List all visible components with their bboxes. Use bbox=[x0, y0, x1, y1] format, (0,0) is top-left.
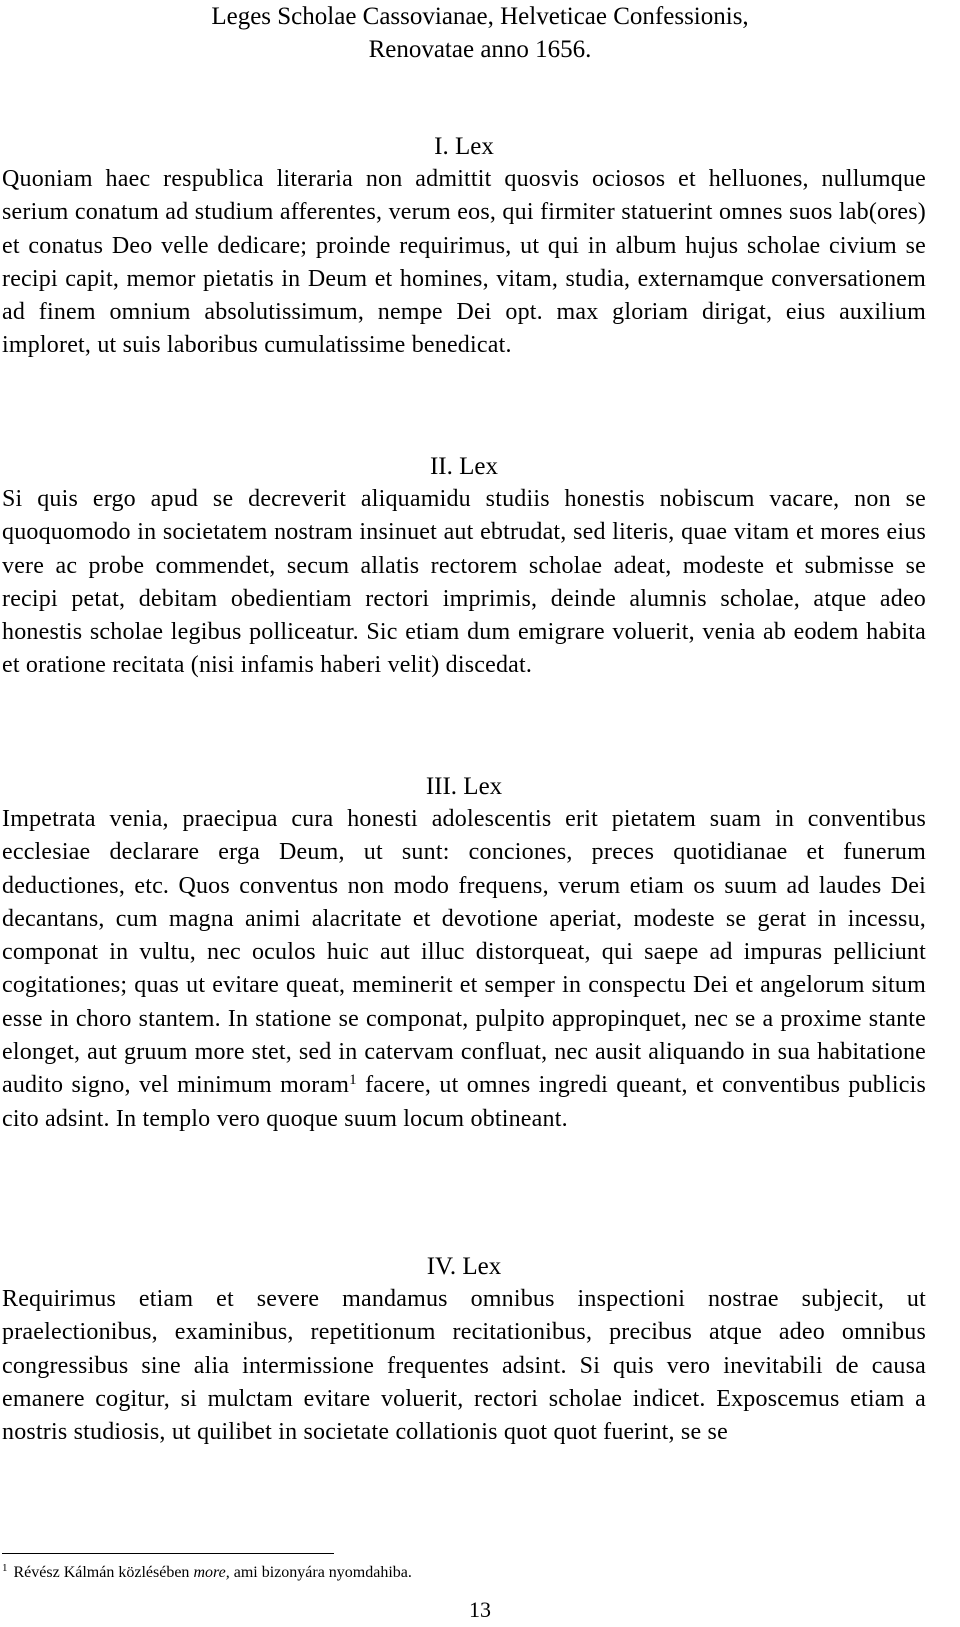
section-lex-1 bbox=[2, 130, 926, 363]
footnote-divider bbox=[2, 1553, 334, 1554]
section-heading: III. Lex bbox=[425, 773, 503, 800]
title-line-1: Leges Scholae Cassovianae, Helveticae Confessionis, bbox=[211, 3, 749, 30]
footnote-text: Révész Kálmán közlésében bbox=[13, 1564, 194, 1581]
section-text: Quoniam haec respublica literaria non admittit quosvis ociosos et helluones, nullumque serium conatum ad studium afferentes, verum eos, qui firmiter statuerint omnes suos lab(ores) et conatus Deo velle dedicare; proinde requirimus, ut qui in album hujus scholae civium se recipi capit, memor pietatis in Deum et homines, vitam, studia, externamque conversationem ad finem omnium absolutissimum, nempe Dei opt. max gloriam dirigat, eius auxilium imploret, ut suis laboribus cumulatissime benedicat. bbox=[2, 166, 926, 359]
section-lex-2 bbox=[2, 450, 926, 683]
section-heading: II. Lex bbox=[429, 453, 499, 480]
section-text: Requirimus etiam et severe mandamus omnibus inspectioni nostrae subjecit, ut praelectionibus, examinibus, repetitionum recitationibus, precibus atque adeo omnibus congressibus sine alia intermissione frequentes adsint. Si quis vero inevitabili de causa emanere cogitur, si mulctam evitare voluerit, rectori scholae indicet. Exposcemus etiam a nostris studiosis, ut quilibet in societate collationis quot quot fuerint, se se bbox=[2, 1286, 926, 1446]
section-text bbox=[2, 803, 926, 1136]
section-lex-4 bbox=[2, 1250, 926, 1449]
footnote bbox=[2, 1563, 412, 1584]
section-text-part: facere, ut omnes ingredi queant, et conventibus publicis cito adsint. In templo vero quoque suum locum obtineant. bbox=[2, 1072, 926, 1132]
footnote-reference: 1 bbox=[349, 1072, 357, 1089]
section-heading: I. Lex bbox=[434, 133, 494, 160]
page-number: 13 bbox=[469, 1597, 491, 1622]
section-text-part: Impetrata venia, praecipua cura honesti adolescentis erit pietatem suam in conventibus ecclesiae declarare erga Deum, ut sunt: conciones, preces quotidianae et funerum deductiones, etc. Quos conventus non modo frequens, verum etiam os suum ad laudes Dei decantans, cum magna animi alacritate et devotione aperiat, modeste se gerat in incessu, componat in vultu, nec oculos huic aut illuc distorqueat, qui saepe ad impuras pelliciunt cogitationes; quas ut evitare queat, meminerit et semper in conspectu Dei et angelorum situm esse in choro stantem. In statione se componat, pulpito appropinquet, nec se a proxime stante elonget, aut gruum more stet, sed in catervam confluat, nec ausit aliquando in sua habitatione audito signo, vel minimum moram bbox=[2, 806, 926, 1099]
title-line-2: Renovatae anno 1656. bbox=[368, 36, 592, 63]
footnote-mark: 1 bbox=[2, 1562, 8, 1574]
footnote-text: ami bizonyára nyomdahiba. bbox=[229, 1564, 412, 1581]
section-heading: IV. Lex bbox=[426, 1253, 502, 1280]
section-text: Si quis ergo apud se decreverit aliquamidu studiis honestis nobiscum vacare, non se quoquomodo in societatem nostram insinuet aut ebtrudat, sed literis, quae vitam et mores eius vere ac probe commendet, secum allatis rectorem scholae adeat, modeste et submisse se recipi petat, debitam obedientiam rectori imprimis, deinde alumnis scholae, atque adeo honestis scholae legibus polliceatur. Sic etiam dum emigrare voluerit, venia ab eodem habita et oratione recitata (nisi infamis haberi velit) discedat. bbox=[2, 486, 926, 679]
document-title bbox=[0, 0, 960, 66]
footnote-italic-word: more, bbox=[193, 1564, 230, 1581]
section-lex-3 bbox=[2, 770, 926, 1136]
